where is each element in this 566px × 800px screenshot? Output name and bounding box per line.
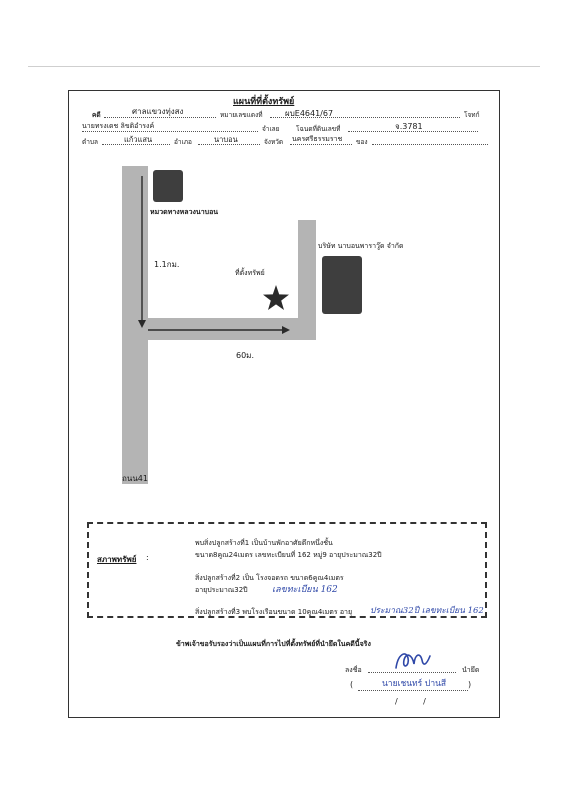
- district-value: นาบอน: [214, 135, 238, 144]
- condition-label: สภาพทรัพย์: [97, 555, 137, 564]
- signer-name: นายเชนทร์ ปานสี: [382, 679, 447, 689]
- building-3-handwritten: ประมาณ32ปี เลขทะเบียน 162: [370, 606, 484, 616]
- document-title: แผนที่ที่ตั้งทรัพย์: [233, 97, 295, 107]
- defendant-label: จำเลย: [262, 125, 280, 133]
- page-top-rule: [28, 66, 540, 67]
- court-value: ศาลแขวงทุ่งสง: [132, 107, 184, 116]
- subdistrict-label: ตำบล: [82, 138, 98, 146]
- highway-office-building: [153, 170, 183, 202]
- plaintiff-label: โจทก์: [464, 111, 480, 119]
- deed-value: จ.3781: [395, 122, 423, 131]
- building-3-line-1: สิ่งปลูกสร้างที่3 พบโรงเรือนขนาด 10คูณ4เมตร อายุ: [195, 608, 353, 616]
- deed-label: โฉนดที่ดินเลขที่: [296, 125, 341, 133]
- route-arrow-down-icon: [134, 176, 150, 332]
- road-name-label: ถนน41: [122, 474, 148, 483]
- role-label: นำยึด: [462, 666, 480, 674]
- paren-open: (: [350, 680, 354, 689]
- condition-colon: :: [146, 553, 149, 562]
- owner-label: ของ: [356, 138, 368, 146]
- district-label: อำเภอ: [174, 138, 192, 146]
- building-1-line-2: ขนาด8คูณ24เมตร เลขทะเบียนที่ 162 หมู่9 อายุประมาณ32ปี: [195, 551, 382, 559]
- defendant-value: นายทรงเดช ลิขติอำรงค์: [82, 122, 155, 130]
- vertical-distance-label: 1.1กม.: [154, 260, 180, 269]
- name-line: [358, 690, 468, 691]
- landmark-top-label: หมวดทางหลวงนาบอน: [150, 208, 219, 216]
- property-label: ที่ตั้งทรัพย์: [235, 269, 265, 277]
- paren-close: ): [468, 680, 472, 689]
- date-slashes: / /: [395, 697, 426, 706]
- building-2-line-2: อายุประมาณ32ปี: [195, 586, 248, 594]
- building-1-line-1: พบสิ่งปลูกสร้างที่1 เป็นบ้านพักอาศัยตึกหนึ่งชั้น: [195, 539, 333, 547]
- case-no-label: หมายเลขแดงที่: [220, 111, 263, 119]
- building-2-handwritten: เลขทะเบียน 162: [272, 585, 338, 595]
- certification-text: ข้าพเจ้าขอรับรองว่าเป็นแผนที่การไปที่ตั้งทรัพย์ที่นำยึดในคดีนี้จริง: [176, 640, 371, 648]
- property-star-icon: [262, 284, 290, 312]
- subdistrict-value: แก้วแสน: [124, 135, 153, 144]
- signature-mark: [392, 646, 432, 676]
- case-no-value: ผบE4641/67: [285, 109, 334, 118]
- building-2-line-1: สิ่งปลูกสร้างที่2 เป็น โรงจอดรถ ขนาด6คูณ4เมตร: [195, 574, 344, 582]
- company-building: [322, 256, 362, 314]
- case-label: คดี: [92, 111, 101, 119]
- province-value: นครศรีธรรมราช: [292, 135, 343, 143]
- horizontal-distance-label: 60ม.: [236, 351, 254, 360]
- company-label: บริษัท นาบอนพาราวู๊ด จำกัด: [318, 242, 404, 250]
- owner-line: [372, 144, 488, 145]
- sign-label: ลงชื่อ: [345, 666, 362, 674]
- route-arrow-right-icon: [148, 324, 294, 336]
- province-label: จังหวัด: [264, 138, 284, 146]
- company-road: [298, 220, 316, 340]
